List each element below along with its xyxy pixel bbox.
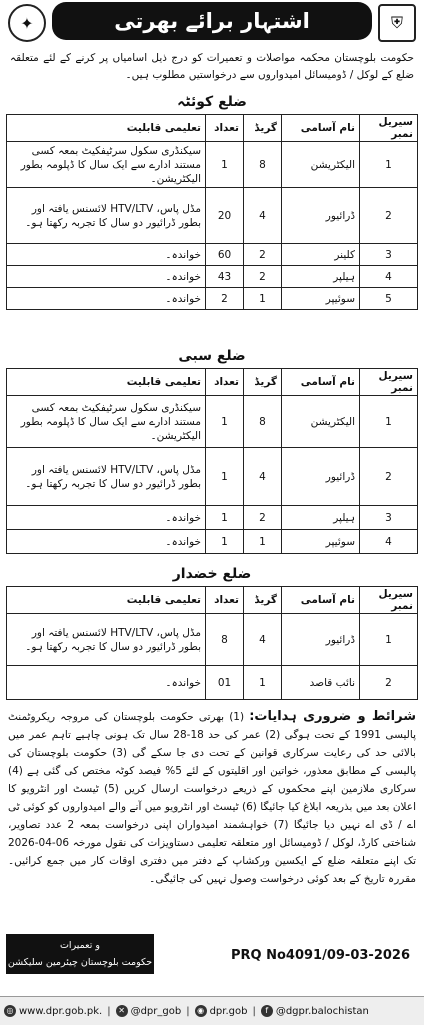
terms-body: (1) بھرتی حکومت بلوچستان کی مروجہ ریکروٹمنٹ پالیسی 1991 کے تحت ہوگی (2) عمر کی حد 18-28 سال تک ہونی چاہیے تاہم عمر میں بالائی حد کی رعایت سرکاری قوانین کے تحت دی جا سکے گی (3) حکومت بلوچستان کی پالیسی کے مطابق معذور، خواتین اور اقلیتوں کے لئے 5% فیصد کوٹہ مختص کی گئی ہے (4) سرکاری ملازمین اپنے محکموں کے ذریعے درخواست ارسال کریں (5) ٹیسٹ اور انٹرویو کا اعلان بعد میں بذریعہ ابلاغ کیا جائیگا (6) ٹیسٹ اور انٹرویو میں آنے والے امیدواروں کو کوئی ٹی اے / ڈی اے نہیں دیا جائیگا (7) خواہشمند امیدواران اپنی درخواست بمعہ 2 عدد تصاویر، شناختی کارڈ، لوکل / ڈومیسائل اور متعلقہ تعلیمی دستاویزات کی نقول مورخہ 06-04-2026 تک اپنے متعلقہ ضلع کے ایکسین ورکشاپ کے دفتر میں دفتری اوقات کار میں جمع کرائیں۔ مقررہ تاریخ کے بعد کوئی درخواست وصول نہیں کی جائیگی۔ (8, 711, 417, 885)
col-serial: سیریل نمبر (360, 115, 418, 142)
table-header-row (7, 587, 418, 614)
cell-serial: 1 (360, 396, 418, 448)
cell-count: 2 (206, 288, 244, 310)
cell-count: 1 (206, 506, 244, 530)
cell-qualification: خواندہ۔ (7, 288, 206, 310)
table-row (7, 142, 418, 188)
prq-number: PRQ No4091/09-03-2026 (230, 948, 410, 963)
cell-post: الیکٹریشن (282, 142, 360, 188)
col-post: نام آسامی (282, 115, 360, 142)
cell-serial: 3 (360, 506, 418, 530)
section-title-sibi: ضلع سبی (178, 348, 246, 364)
cell-grade: 1 (244, 530, 282, 554)
cell-serial: 5 (360, 288, 418, 310)
col-qualification: تعلیمی قابلیت (7, 587, 206, 614)
col-grade: گریڈ (244, 115, 282, 142)
section-title-khuzdar: ضلع خضدار (172, 566, 252, 582)
cell-qualification: سیکنڈری سکول سرٹیفکیٹ بمعہ کسی مستند ادارے سے ایک سال کا ڈپلومہ بطور الیکٹریشن۔ (7, 142, 206, 188)
cell-count: 1 (206, 396, 244, 448)
cell-serial: 4 (360, 266, 418, 288)
cell-qualification: خواندہ۔ (7, 530, 206, 554)
cell-serial: 3 (360, 244, 418, 266)
cell-grade: 4 (244, 614, 282, 666)
globe-icon: ◎ (4, 1005, 16, 1017)
instagram-icon: ◉ (195, 1005, 207, 1017)
cell-post: ڈرائیور (282, 188, 360, 244)
cell-post: سوئیپر (282, 288, 360, 310)
signature-line-2: حکومت بلوچستان چیئرمین سلیکشن کمیٹی (7, 957, 153, 985)
cell-serial: 2 (360, 188, 418, 244)
website-text: www.dpr.gob.pk. (19, 1005, 103, 1017)
cell-qualification: خواندہ۔ (7, 266, 206, 288)
cell-grade: 2 (244, 244, 282, 266)
cell-count: 43 (206, 266, 244, 288)
table-row (7, 614, 418, 666)
cell-qualification: خواندہ۔ (7, 244, 206, 266)
cell-post: الیکٹریشن (282, 396, 360, 448)
facebook-icon: f (261, 1005, 273, 1017)
table-row (7, 530, 418, 554)
government-seal-icon: ✦ (8, 4, 46, 42)
header (0, 0, 424, 50)
section-title-quetta: ضلع کوئٹہ (177, 94, 247, 110)
department-logo-icon: ⛨ (378, 4, 416, 42)
table-row (7, 448, 418, 506)
cell-serial: 2 (360, 448, 418, 506)
table-sibi (6, 368, 418, 554)
cell-qualification: مڈل پاس، HTV/LTV لائسنس یافتہ اور بطور ڈرائیور دو سال کا تجربہ رکھتا ہو۔ (7, 448, 206, 506)
cell-post: ڈرائیور (282, 614, 360, 666)
col-post: نام آسامی (282, 369, 360, 396)
cell-grade: 4 (244, 448, 282, 506)
cell-count: 60 (206, 244, 244, 266)
separator: | (186, 1005, 190, 1017)
facebook-text: @dgpr.balochistan (275, 1005, 369, 1017)
cell-post: کلینر (282, 244, 360, 266)
cell-count: 01 (206, 666, 244, 700)
cell-post: نائب قاصد (282, 666, 360, 700)
cell-serial: 1 (360, 142, 418, 188)
col-serial: سیریل نمبر (360, 369, 418, 396)
signature-box (6, 923, 154, 985)
cell-qualification: خواندہ۔ (7, 666, 206, 700)
table-row (7, 666, 418, 700)
separator: | (107, 1005, 111, 1017)
title-banner (52, 2, 372, 40)
footer-website[interactable] (4, 1005, 102, 1017)
footer (0, 996, 424, 1025)
cell-grade: 2 (244, 506, 282, 530)
col-serial: سیریل نمبر (360, 587, 418, 614)
cell-grade: 8 (244, 396, 282, 448)
footer-facebook[interactable] (261, 1005, 369, 1017)
cell-grade: 1 (244, 288, 282, 310)
table-row (7, 188, 418, 244)
col-count: تعداد (206, 369, 244, 396)
table-khuzdar (6, 586, 418, 700)
terms-and-instructions (8, 708, 416, 888)
cell-post: ہیلپر (282, 266, 360, 288)
col-grade: گریڈ (244, 587, 282, 614)
col-grade: گریڈ (244, 369, 282, 396)
cell-grade: 1 (244, 666, 282, 700)
cell-serial: 1 (360, 614, 418, 666)
cell-qualification: مڈل پاس، HTV/LTV لائسنس یافتہ اور بطور ڈرائیور دو سال کا تجربہ رکھتا ہو۔ (7, 614, 206, 666)
table-row (7, 396, 418, 448)
twitter-icon: ✕ (116, 1005, 128, 1017)
cell-grade: 4 (244, 188, 282, 244)
col-count: تعداد (206, 587, 244, 614)
footer-twitter[interactable] (116, 1005, 182, 1017)
cell-qualification: سیکنڈری سکول سرٹیفکیٹ بمعہ کسی مستند ادارے سے ایک سال کا ڈپلومہ بطور الیکٹریشن۔ (7, 396, 206, 448)
cell-count: 8 (206, 614, 244, 666)
table-header-row (7, 369, 418, 396)
cell-qualification: خواندہ۔ (7, 506, 206, 530)
instagram-text: dpr.gob (209, 1005, 248, 1017)
banner-title: اشتہار برائے بھرتی (114, 9, 310, 33)
separator: | (252, 1005, 256, 1017)
col-post: نام آسامی (282, 587, 360, 614)
col-qualification: تعلیمی قابلیت (7, 369, 206, 396)
table-row (7, 506, 418, 530)
table-row (7, 288, 418, 310)
footer-instagram[interactable] (195, 1005, 248, 1017)
cell-grade: 2 (244, 266, 282, 288)
signature-line-1: چیف انجینئر/ ای ایم محکمہ مواصلات و تعمیرات (6, 923, 154, 951)
cell-serial: 4 (360, 530, 418, 554)
table-header-row (7, 115, 418, 142)
cell-qualification: مڈل پاس، HTV/LTV لائسنس یافتہ اور بطور ڈرائیور دو سال کا تجربہ رکھتا ہو۔ (7, 188, 206, 244)
table-row (7, 244, 418, 266)
terms-title: شرائط و ضروری ہدایات: (249, 709, 416, 724)
cell-post: ڈرائیور (282, 448, 360, 506)
col-qualification: تعلیمی قابلیت (7, 115, 206, 142)
col-count: تعداد (206, 115, 244, 142)
intro-paragraph: حکومت بلوچستان محکمہ مواصلات و تعمیرات کو درج ذیل اسامیاں پر کرنے کے لئے متعلقہ ضلع کے لوکل / ڈومیسائل امیدواروں سے درخواستیں مطلوب ہیں۔ (10, 52, 414, 81)
cell-count: 20 (206, 188, 244, 244)
table-quetta (6, 114, 418, 310)
cell-post: ہیلپر (282, 506, 360, 530)
cell-post: سوئیپر (282, 530, 360, 554)
cell-serial: 2 (360, 666, 418, 700)
cell-grade: 8 (244, 142, 282, 188)
cell-count: 1 (206, 142, 244, 188)
cell-count: 1 (206, 530, 244, 554)
twitter-text: @dpr_gob (130, 1005, 182, 1017)
table-row (7, 266, 418, 288)
cell-count: 1 (206, 448, 244, 506)
